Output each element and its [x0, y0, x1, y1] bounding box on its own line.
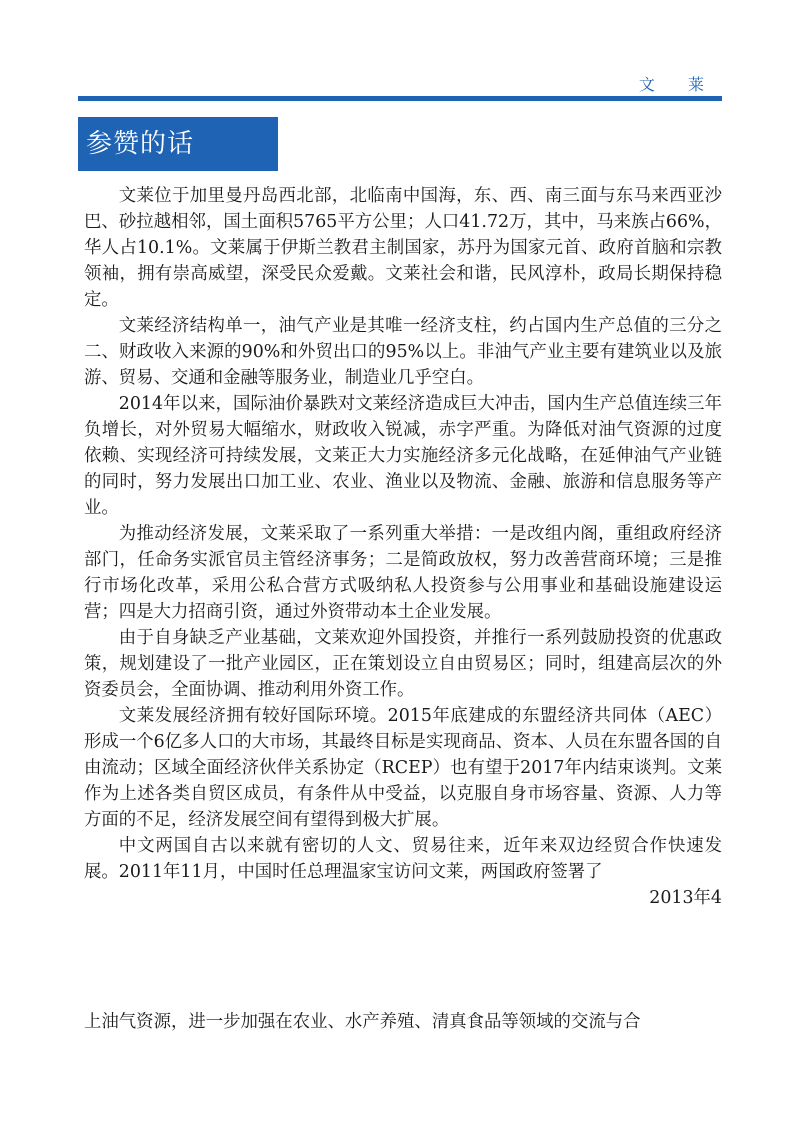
paragraph-5: 由于自身缺乏产业基础，文莱欢迎外国投资，并推行一系列鼓励投资的优惠政策，规划建设了一批产业园区，正在策划设立自由贸易区；同时，组建高层次的外资委员会，全面协调、推动利用外资工作。 [84, 628, 722, 700]
header-rule [78, 96, 722, 101]
paragraph-6: 文莱发展经济拥有较好国际环境。2015年底建成的东盟经济共同体（AEC）形成一个6亿多人口的大市场，其最终目标是实现商品、资本、人员在东盟各国的自由流动；区域全面经济伙伴关系协定（RCEP）也有望于2017年内结束谈判。文莱作为上述各类自贸区成员，有条件从中受益，以克服自身市场容量、资源、人力等方面的不足，经济发展空间有望得到极大扩展。 [84, 706, 722, 830]
article-body [84, 183, 722, 911]
paragraph-2: 文莱经济结构单一，油气产业是其唯一经济支柱，约占国内生产总值的三分之二、财政收入来源的90%和外贸出口的95%以上。非油气产业主要有建筑业以及旅游、贸易、交通和金融等服务业，制造业几乎空白。 [84, 316, 722, 388]
paragraph-4: 为推动经济发展，文莱采取了一系列重大举措：一是改组内阁，重组政府经济部门，任命务实派官员主管经济事务；二是简政放权，努力改善营商环境；三是推行市场化改革，采用公私合营方式吸纳私人投资参与公用事业和基础设施建设运营；四是大力招商引资，通过外资带动本土企业发展。 [84, 524, 722, 622]
bottom-text-line: 上油气资源，进一步加强在农业、水产养殖、清真食品等领域的交流与合 [84, 1012, 641, 1032]
header-label: 文 莱 [638, 75, 718, 94]
paragraph-3: 2014年以来，国际油价暴跌对文莱经济造成巨大冲击，国内生产总值连续三年负增长，对外贸易大幅缩水，财政收入锐减，赤字严重。为降低对油气资源的过度依赖、实现经济可持续发展，文莱正大力实施经济多元化战略，在延伸油气产业链的同时，努力发展出口加工业、农业、渔业以及物流、金融、旅游和信息服务等产业。 [84, 394, 722, 518]
paragraph-1: 文莱位于加里曼丹岛西北部，北临南中国海，东、西、南三面与东马来西亚沙巴、砂拉越相邻，国土面积5765平方公里；人口41.72万，其中，马来族占66%，华人占10.1%。文莱属于伊斯兰教君主制国家，苏丹为国家元首、政府首脑和宗教领袖，拥有崇高威望，深受民众爱戴。文莱社会和谐，民风淳朴，政局长期保持稳定。 [84, 186, 722, 310]
section-title: 参赞的话 [78, 117, 278, 171]
paragraph-7: 中文两国自古以来就有密切的人文、贸易往来，近年来双边经贸合作快速发展。2011年11月，中国时任总理温家宝访问文莱，两国政府签署了 [84, 836, 722, 882]
text-fragment: 2013年4 [649, 888, 722, 908]
